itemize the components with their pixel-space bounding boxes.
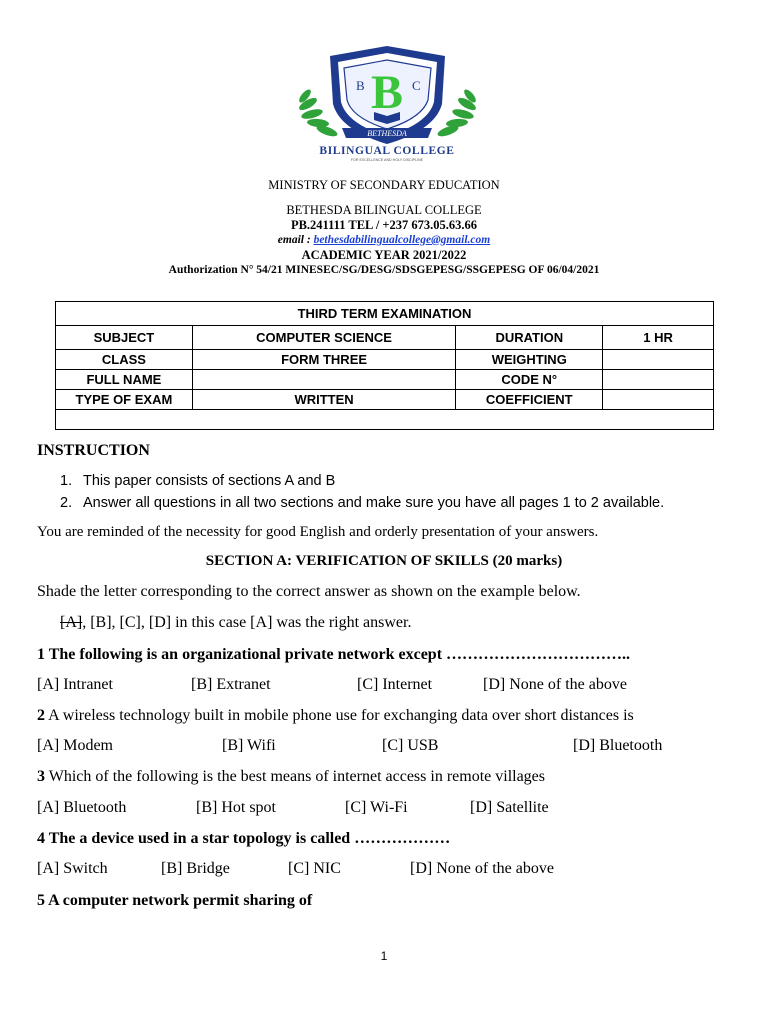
reminder-text: You are reminded of the necessity for good English and orderly presentation of your answers. <box>37 524 599 540</box>
email-line <box>0 234 768 246</box>
table-empty-row <box>56 410 714 430</box>
section-a-example <box>60 614 411 632</box>
q4-option-a[interactable]: [A] Switch <box>37 860 108 877</box>
q3-option-a[interactable]: [A] Bluetooth <box>37 799 127 816</box>
exam-info-table <box>55 301 714 430</box>
logo-tagline: FOR EXCELLENCE AND HOLY DISCIPLINE <box>350 158 424 162</box>
type-label: TYPE OF EXAM <box>56 390 193 410</box>
school-name: BETHESDA BILINGUAL COLLEGE <box>286 203 482 217</box>
q2-option-a[interactable]: [A] Modem <box>37 737 113 754</box>
class-label: CLASS <box>56 350 193 370</box>
section-a-title: SECTION A: VERIFICATION OF SKILLS (20 marks) <box>205 553 563 569</box>
academic-year: ACADEMIC YEAR 2021/2022 <box>301 248 467 262</box>
logo-subtitle: BILINGUAL COLLEGE <box>319 145 455 157</box>
duration-label: DURATION <box>456 326 603 350</box>
logo-initial-right: C <box>412 78 421 93</box>
q2-option-b[interactable]: [B] Wifi <box>222 737 276 754</box>
coefficient-value[interactable] <box>603 390 714 410</box>
logo-initial-left: B <box>356 78 365 93</box>
type-value: WRITTEN <box>192 390 456 410</box>
q4-option-d[interactable]: [D] None of the above <box>410 860 554 877</box>
logo-banner-text: BETHESDA <box>367 129 407 138</box>
contact-line: PB.241111 TEL / +237 673.05.63.66 <box>290 218 478 232</box>
code-label: CODE N° <box>456 370 603 390</box>
email-link[interactable]: bethesdabilingualcollege@gmail.com <box>313 234 491 246</box>
question-5 <box>37 892 312 910</box>
question-number: 2 <box>37 707 45 724</box>
ministry-line: MINISTRY OF SECONDARY EDUCATION <box>268 178 500 192</box>
question-number: 5 <box>37 892 45 909</box>
fullname-label: FULL NAME <box>56 370 193 390</box>
question-text: The a device used in a star topology is called ……………… <box>45 830 451 847</box>
q1-option-d[interactable]: [D] None of the above <box>483 676 627 693</box>
subject-value: COMPUTER SCIENCE <box>192 326 456 350</box>
school-logo <box>290 42 485 164</box>
question-text: The following is an organizational private network except …………………………….. <box>45 646 631 663</box>
question-text: Which of the following is the best means of internet access in remote villages <box>45 768 546 785</box>
logo-initial-center: B <box>370 66 404 119</box>
duration-value: 1 HR <box>603 326 714 350</box>
question-number: 4 <box>37 830 45 847</box>
page-number: 1 <box>380 949 388 963</box>
q1-option-c[interactable]: [C] Internet <box>357 676 433 693</box>
instruction-num-2: 2. <box>60 495 73 511</box>
q3-option-b[interactable]: [B] Hot spot <box>196 799 276 816</box>
question-number: 3 <box>37 768 45 785</box>
q1-option-b[interactable]: [B] Extranet <box>191 676 271 693</box>
authorization-line: Authorization N° 54/21 MINESEC/SG/DESG/SDSGEPESG/SSGEPESG OF 06/04/2021 <box>168 264 600 276</box>
question-3 <box>37 768 545 786</box>
question-number: 1 <box>37 646 45 663</box>
email-label: email : <box>277 234 314 246</box>
question-4 <box>37 830 450 848</box>
instruction-title: INSTRUCTION <box>37 442 150 459</box>
question-1 <box>37 646 630 664</box>
q3-option-c[interactable]: [C] Wi-Fi <box>345 799 408 816</box>
q1-option-a[interactable]: [A] Intranet <box>37 676 113 693</box>
coefficient-label: COEFFICIENT <box>456 390 603 410</box>
instruction-num-1: 1. <box>60 473 73 489</box>
subject-label: SUBJECT <box>56 326 193 350</box>
question-text: A computer network permit sharing of <box>45 892 313 909</box>
q4-option-c[interactable]: [C] NIC <box>288 860 341 877</box>
q2-option-c[interactable]: [C] USB <box>382 737 439 754</box>
class-value: FORM THREE <box>192 350 456 370</box>
weighting-label: WEIGHTING <box>456 350 603 370</box>
question-text: A wireless technology built in mobile phone use for exchanging data over short distances is <box>45 707 634 724</box>
code-value[interactable] <box>603 370 714 390</box>
q4-option-b[interactable]: [B] Bridge <box>161 860 230 877</box>
section-a-directions: Shade the letter corresponding to the correct answer as shown on the example below. <box>37 583 581 600</box>
q3-option-d[interactable]: [D] Satellite <box>470 799 549 816</box>
example-rest: , [B], [C], [D] in this case [A] was the right answer. <box>82 614 412 631</box>
example-struck-option: [A] <box>60 614 83 631</box>
exam-title: THIRD TERM EXAMINATION <box>56 302 714 326</box>
question-2 <box>37 707 634 725</box>
weighting-value[interactable] <box>603 350 714 370</box>
instruction-text-1: This paper consists of sections A and B <box>83 473 336 489</box>
q2-option-d[interactable]: [D] Bluetooth <box>573 737 663 754</box>
fullname-value[interactable] <box>192 370 456 390</box>
instruction-text-2: Answer all questions in all two sections and make sure you have all pages 1 to 2 available. <box>83 495 665 511</box>
